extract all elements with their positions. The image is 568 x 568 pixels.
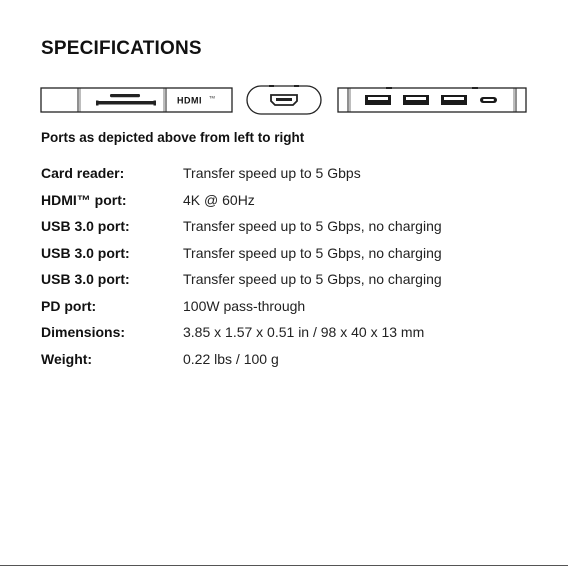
spec-row-usb-1 (41, 213, 541, 240)
usb-port-icon (441, 95, 467, 105)
spec-value: 3.85 x 1.57 x 0.51 in / 98 x 40 x 13 mm (183, 324, 425, 341)
spec-label: HDMI™ port: (41, 191, 127, 208)
spec-label: Weight: (41, 350, 93, 367)
spec-row-dimensions (41, 319, 541, 346)
spec-label: Dimensions: (41, 324, 126, 341)
spec-label: PD port: (41, 297, 97, 314)
spec-value: 100W pass-through (183, 297, 306, 314)
spec-value: 0.22 lbs / 100 g (183, 350, 279, 367)
spec-row-weight (41, 346, 541, 373)
spec-row-hdmi (41, 187, 541, 214)
bottom-divider (0, 565, 568, 566)
page-title: SPECIFICATIONS (41, 38, 202, 59)
usb-port-icon (403, 95, 429, 105)
port-diagram (40, 84, 528, 116)
spec-value: Transfer speed up to 5 Gbps (183, 165, 361, 182)
spec-label: USB 3.0 port: (41, 271, 130, 288)
spec-value: Transfer speed up to 5 Gbps, no charging (183, 218, 442, 235)
spec-row-usb-2 (41, 240, 541, 267)
spec-value: Transfer speed up to 5 Gbps, no charging (183, 244, 442, 261)
usb-c-port-icon (480, 97, 497, 103)
spec-value: 4K @ 60Hz (183, 191, 255, 208)
hdmi-port-panel (247, 85, 321, 114)
card-reader-panel (41, 88, 232, 112)
spec-row-pd (41, 293, 541, 320)
spec-row-usb-3 (41, 266, 541, 293)
usb-port-icon (365, 95, 391, 105)
spec-label: USB 3.0 port: (41, 244, 130, 261)
ports-subtitle: Ports as depicted above from left to right (41, 130, 305, 145)
spec-row-card-reader (41, 160, 541, 187)
spec-list (41, 160, 541, 372)
hdmi-logo-text: HDMI (177, 95, 202, 106)
spec-value: Transfer speed up to 5 Gbps, no charging (183, 271, 442, 288)
hdmi-tm-text: TM (209, 94, 215, 100)
spec-label: Card reader: (41, 165, 125, 182)
spec-label: USB 3.0 port: (41, 218, 130, 235)
usb-ports-panel (338, 87, 526, 112)
